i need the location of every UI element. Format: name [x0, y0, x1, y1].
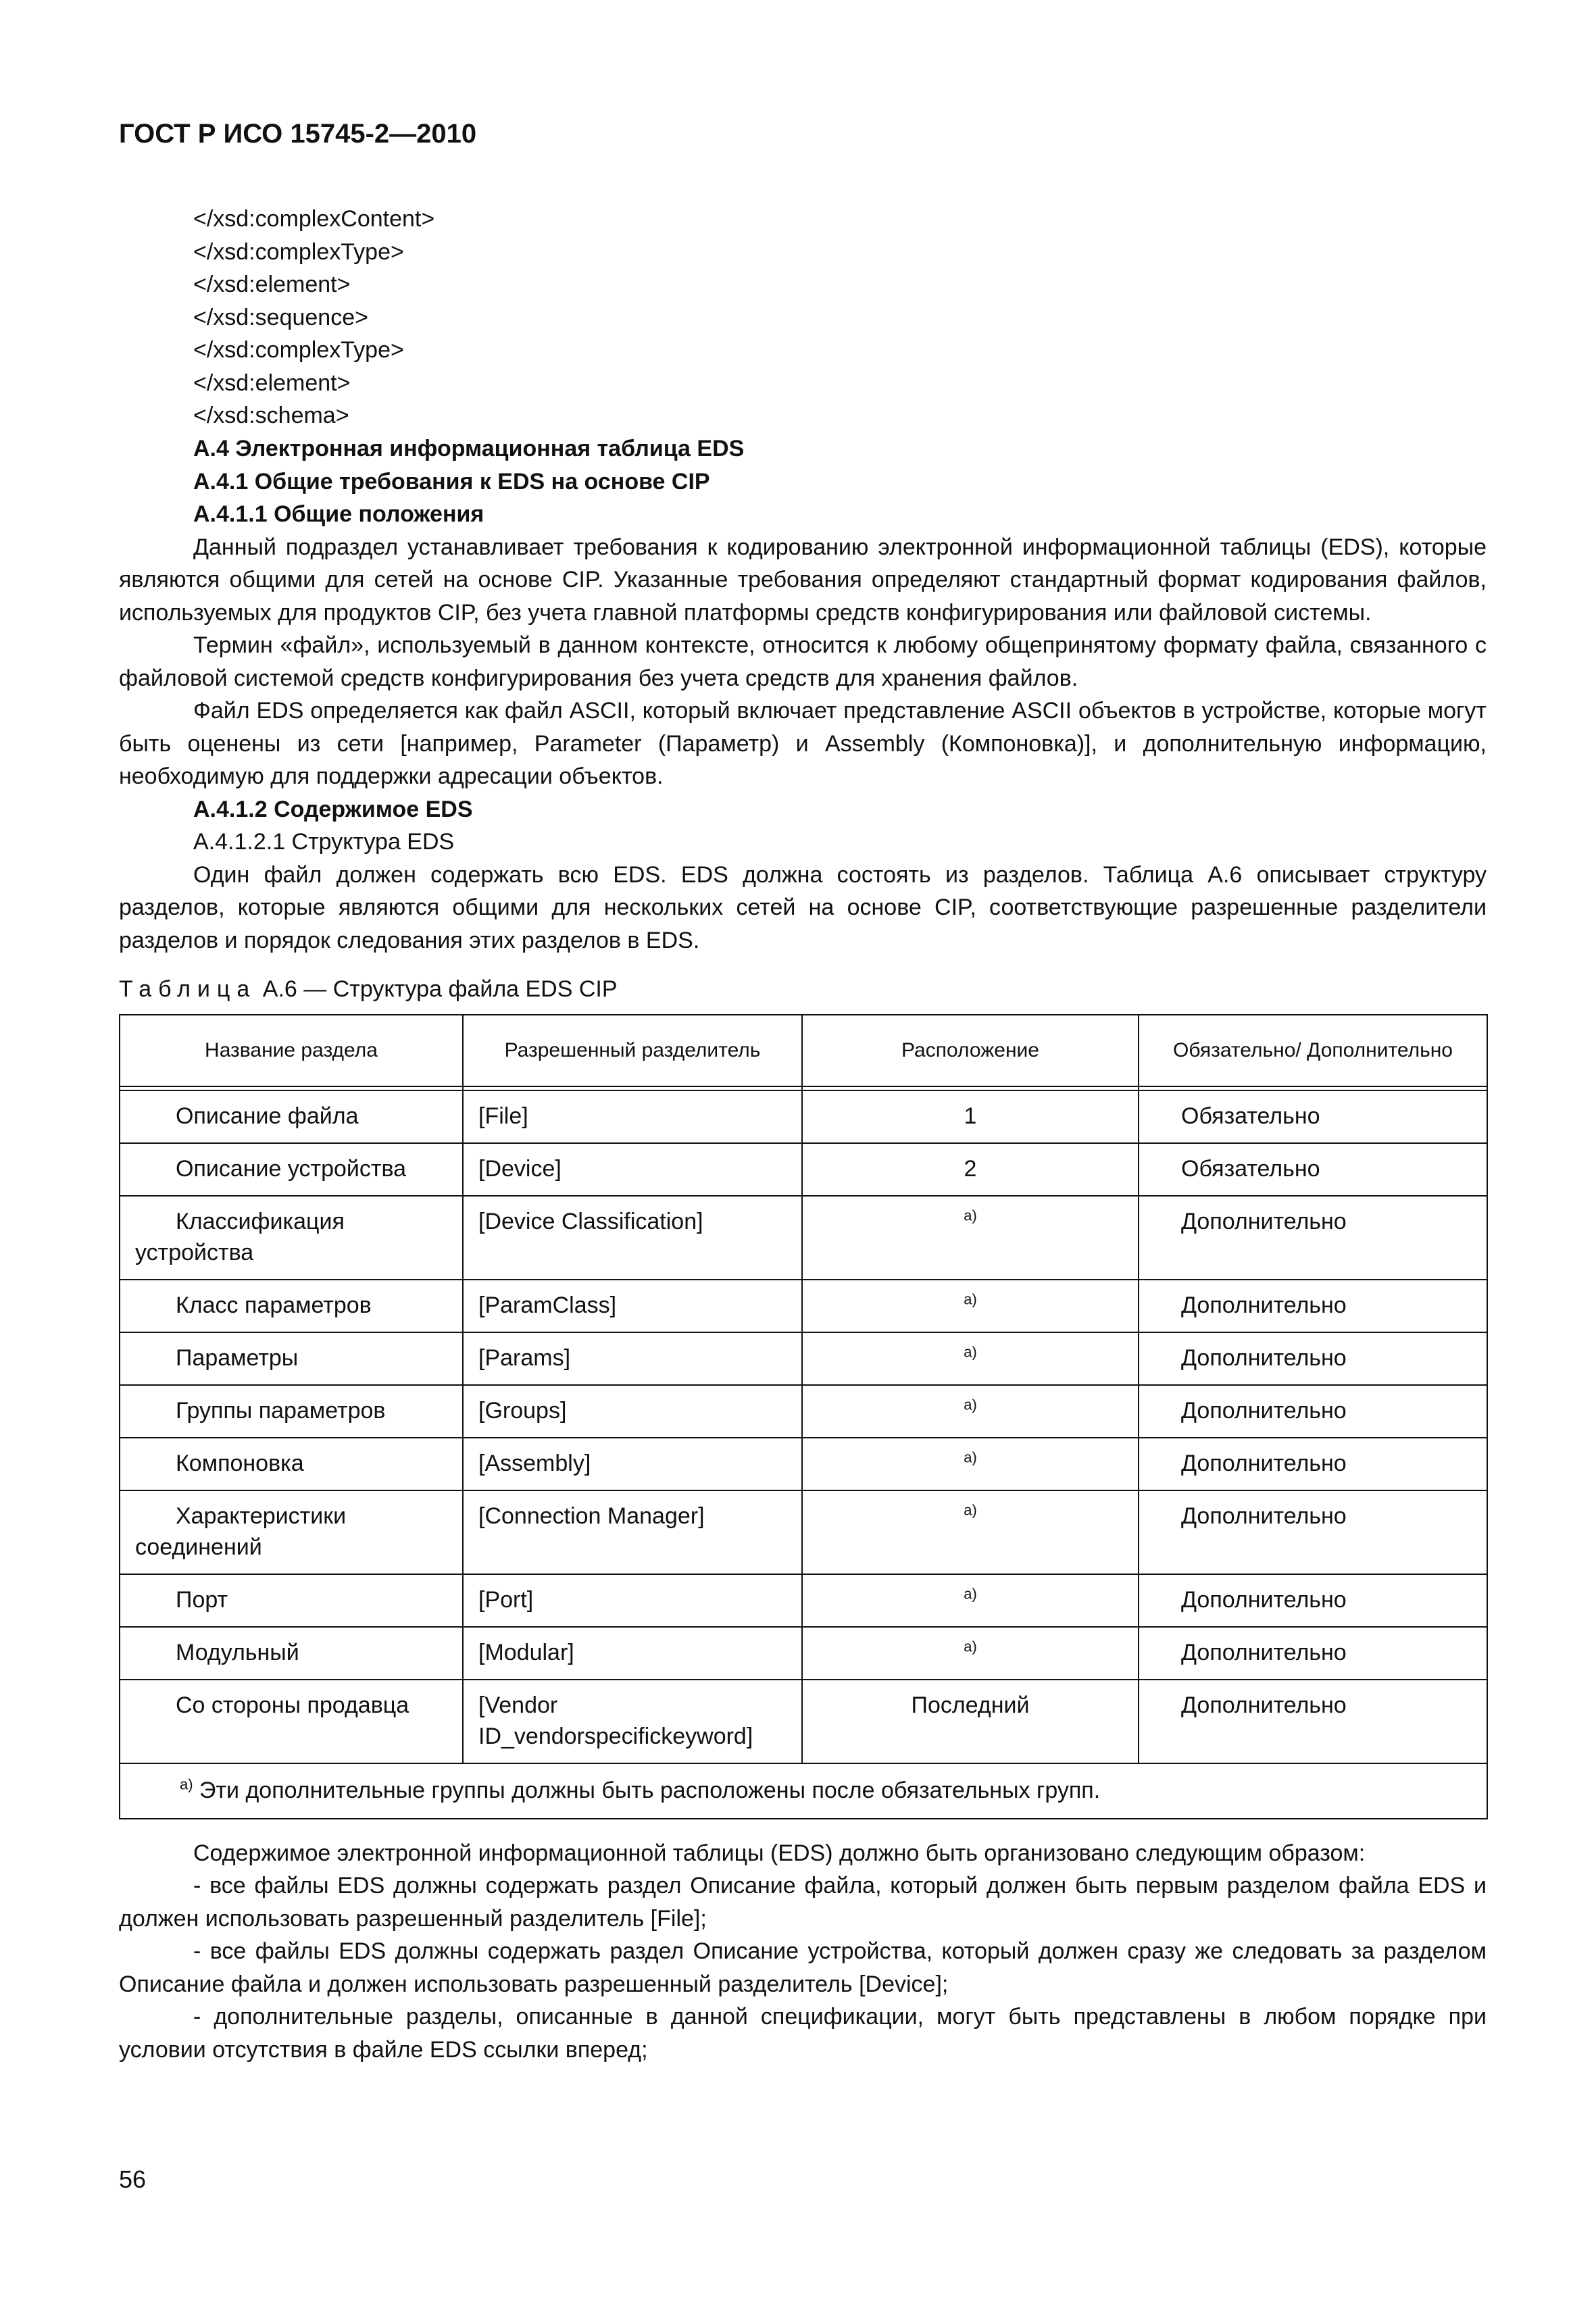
- paragraph: Термин «файл», используемый в данном контексте, относится к любому общепринятому формату файла, связанного с файловой системой средств конфигурирования без учета средств для хранения файлов.: [119, 632, 1487, 691]
- code-line: </xsd:schema>: [193, 403, 349, 428]
- section-delimiter: [Device]: [463, 1143, 802, 1196]
- code-line: </xsd:element>: [193, 272, 351, 297]
- section-required: Обязательно: [1139, 1090, 1487, 1143]
- section-delimiter: [Modular]: [463, 1627, 802, 1680]
- footnote-ref: а): [964, 1290, 977, 1308]
- section-delimiter: [Vendor ID_vendorspecifickeyword]: [463, 1680, 802, 1763]
- table-caption-word: Таблица: [119, 976, 257, 1002]
- section-delimiter: [Connection Manager]: [463, 1490, 802, 1574]
- heading-a411: A.4.1.1 Общие положения: [193, 501, 484, 527]
- section-location: 1: [802, 1090, 1139, 1143]
- code-line: </xsd:element>: [193, 370, 351, 396]
- footnote-ref: а): [964, 1449, 977, 1466]
- paragraph: Файл EDS определяется как файл ASCII, который включает представление ASCII объектов в устройстве, которые могут быть оценены из сети [например, Parameter (Параметр) и Assembly (Компоновка)], и дополнительную информацию, необходимую для поддержки адресации объектов.: [119, 698, 1487, 789]
- column-header: Разрешенный разделитель: [463, 1015, 802, 1086]
- paragraph: Содержимое электронной информационной таблицы (EDS) должно быть организовано следующим образом:: [193, 1840, 1366, 1866]
- section-name: Порт: [120, 1574, 463, 1627]
- section-name: Модульный: [120, 1627, 463, 1680]
- table-row: [120, 1143, 1487, 1196]
- code-line: </xsd:complexType>: [193, 337, 404, 363]
- footnote-text: Эти дополнительные группы должны быть расположены после обязательных групп.: [199, 1777, 1101, 1803]
- table-caption: [119, 973, 1487, 1006]
- section-name: Классификация устройства: [120, 1196, 463, 1280]
- list-item: - все файлы EDS должны содержать раздел Описание устройства, который должен сразу же следовать за разделом Описание файла и должен использовать разрешенный разделитель [Device];: [119, 1938, 1487, 1997]
- standard-header: ГОСТ Р ИСО 15745-2—2010: [119, 119, 477, 149]
- list-item: - все файлы EDS должны содержать раздел Описание файла, который должен быть первым разделом файла EDS и должен использовать разрешенный разделитель [File];: [119, 1873, 1487, 1932]
- footnote-ref: а): [964, 1501, 977, 1519]
- table-header-row: [120, 1015, 1487, 1086]
- section-name: Характеристики соединений: [120, 1490, 463, 1574]
- footnote-ref: а): [964, 1343, 977, 1361]
- section-required: Дополнительно: [1139, 1438, 1487, 1490]
- footnote-mark: а): [180, 1776, 193, 1793]
- section-location: 2: [802, 1143, 1139, 1196]
- heading-a412: A.4.1.2 Содержимое EDS: [193, 796, 473, 822]
- section-required: Дополнительно: [1139, 1385, 1487, 1438]
- section-required: Дополнительно: [1139, 1490, 1487, 1574]
- paragraph: Данный подраздел устанавливает требования к кодированию электронной информационной таблицы (EDS), которые являются общими для сетей на основе CIP. Указанные требования определяют стандартный формат кодирования файлов, используемых для продуктов CIP, без учета главной платформы средств конфигурирования или файловой системы.: [119, 534, 1487, 626]
- footnote-ref: а): [964, 1396, 977, 1413]
- table-row: [120, 1332, 1487, 1385]
- section-name: Описание устройства: [120, 1143, 463, 1196]
- xsd-code-block: [193, 203, 434, 432]
- section-required: Дополнительно: [1139, 1680, 1487, 1763]
- section-delimiter: [Groups]: [463, 1385, 802, 1438]
- section-delimiter: [Device Classification]: [463, 1196, 802, 1280]
- code-line: </xsd:complexContent>: [193, 206, 435, 232]
- document-body: [119, 432, 1487, 2066]
- table-row: [120, 1280, 1487, 1332]
- section-delimiter: [Port]: [463, 1574, 802, 1627]
- section-required: Обязательно: [1139, 1143, 1487, 1196]
- column-header: Расположение: [802, 1015, 1139, 1086]
- section-delimiter: [Assembly]: [463, 1438, 802, 1490]
- table-row: [120, 1680, 1487, 1763]
- table-row: [120, 1627, 1487, 1680]
- section-location: Последний: [802, 1680, 1139, 1763]
- table-row: [120, 1090, 1487, 1143]
- section-required: Дополнительно: [1139, 1627, 1487, 1680]
- section-name: Параметры: [120, 1332, 463, 1385]
- table-caption-title: A.6 — Структура файла EDS CIP: [262, 976, 618, 1002]
- footnote-ref: а): [964, 1585, 977, 1603]
- eds-structure-table: [119, 1014, 1488, 1819]
- section-name: Класс параметров: [120, 1280, 463, 1332]
- table-note-row: [120, 1763, 1487, 1819]
- section-name: Группы параметров: [120, 1385, 463, 1438]
- section-required: Дополнительно: [1139, 1196, 1487, 1280]
- column-header: Название раздела: [120, 1015, 463, 1086]
- paragraph: Один файл должен содержать всю EDS. EDS должна состоять из разделов. Таблица A.6 описывает структуру разделов, которые являются общими для нескольких сетей на основе CIP, соответствующие разрешенные разделители разделов и порядок следования этих разделов в EDS.: [119, 861, 1487, 953]
- list-item: - дополнительные разделы, описанные в данной спецификации, могут быть представлены в любом порядке при условии отсутствия в файле EDS ссылки вперед;: [119, 2004, 1487, 2063]
- code-line: </xsd:complexType>: [193, 238, 404, 265]
- section-required: Дополнительно: [1139, 1574, 1487, 1627]
- heading-a4121: A.4.1.2.1 Структура EDS: [193, 829, 455, 855]
- heading-a4: A.4 Электронная информационная таблица EDS: [193, 436, 745, 461]
- table-row: [120, 1196, 1487, 1280]
- section-name: Со стороны продавца: [120, 1680, 463, 1763]
- section-required: Дополнительно: [1139, 1280, 1487, 1332]
- column-header: Обязательно/ Дополнительно: [1139, 1015, 1487, 1086]
- table-row: [120, 1385, 1487, 1438]
- section-name: Описание файла: [120, 1090, 463, 1143]
- section-required: Дополнительно: [1139, 1332, 1487, 1385]
- footnote-ref: а): [964, 1207, 977, 1224]
- footnote-ref: а): [964, 1638, 977, 1655]
- section-name: Компоновка: [120, 1438, 463, 1490]
- section-delimiter: [Params]: [463, 1332, 802, 1385]
- table-row: [120, 1490, 1487, 1574]
- code-line: </xsd:sequence>: [193, 304, 368, 330]
- heading-a41: A.4.1 Общие требования к EDS на основе CIP: [193, 468, 710, 495]
- section-delimiter: [ParamClass]: [463, 1280, 802, 1332]
- table-row: [120, 1438, 1487, 1490]
- section-delimiter: [File]: [463, 1090, 802, 1143]
- table-row: [120, 1574, 1487, 1627]
- page-number: 56: [119, 2165, 147, 2193]
